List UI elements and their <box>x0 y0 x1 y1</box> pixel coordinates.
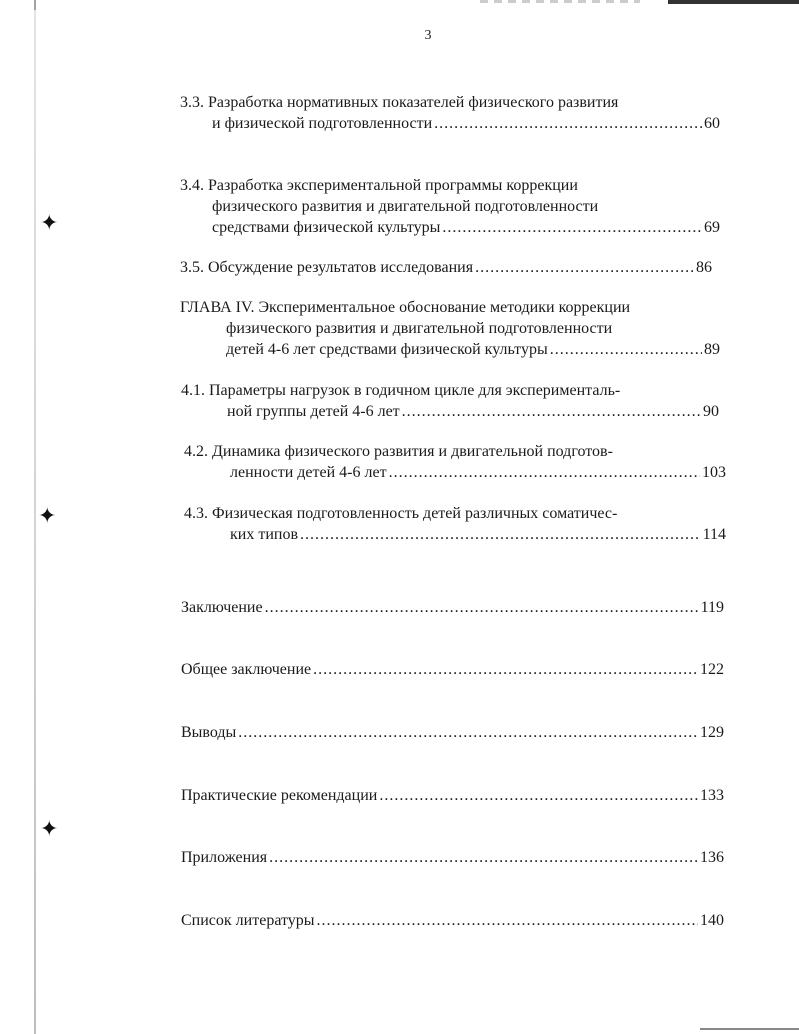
toc-entry[interactable] <box>180 257 712 278</box>
dot-leader <box>434 113 702 134</box>
toc-entry-line: 3.3. Разработка нормативных показателей физического развития <box>180 94 619 111</box>
dot-leader <box>389 462 700 483</box>
toc-entry-title: детей 4-6 лет средствами физической культуры <box>226 341 548 358</box>
toc-entry[interactable] <box>181 722 724 743</box>
dot-leader <box>313 659 698 680</box>
dot-leader <box>379 785 698 806</box>
scan-top-line <box>668 0 799 4</box>
punch-hole-mark: ✦ <box>40 816 59 841</box>
toc-page-number: 90 <box>703 403 719 420</box>
toc-entry-line: 4.2. Динамика физического развития и двигательной подготов- <box>184 443 613 460</box>
toc-entry-line: 3.4. Разработка экспериментальной программы коррекции <box>180 177 578 194</box>
toc-entry[interactable] <box>181 380 719 422</box>
toc-page-number: 114 <box>702 526 726 543</box>
toc-entry-title: Приложения <box>181 849 268 866</box>
toc-page-number: 133 <box>700 787 724 804</box>
dot-leader <box>300 524 701 545</box>
toc-entry-line: физического развития и двигательной подготовленности <box>226 320 613 337</box>
toc-entry[interactable] <box>181 910 724 931</box>
toc-entry-title: Список литературы <box>181 912 315 929</box>
toc-page-number: 103 <box>702 464 726 481</box>
toc-entry[interactable] <box>181 597 724 618</box>
toc-entry[interactable] <box>184 441 726 483</box>
dot-leader <box>238 722 698 743</box>
toc-entry[interactable] <box>181 847 724 868</box>
toc-page-number: 89 <box>704 341 720 358</box>
toc-page-number: 69 <box>704 219 720 236</box>
dot-leader <box>475 257 694 278</box>
toc-entry-title: средствами физической культуры <box>212 219 441 236</box>
dot-leader <box>265 597 699 618</box>
toc-entry-line: ГЛАВА IV. Экспериментальное обоснование методики коррекции <box>180 299 631 316</box>
dot-leader <box>269 847 698 868</box>
toc-entry[interactable] <box>181 785 724 806</box>
toc-entry-line: физического развития и двигательной подготовленности <box>212 198 599 215</box>
toc-entry-title: 3.5. Обсуждение результатов исследования <box>180 259 474 276</box>
punch-hole-mark: ✦ <box>40 210 59 235</box>
toc-entry-title: ких типов <box>230 526 299 543</box>
toc-entry[interactable] <box>180 175 720 238</box>
toc-entry-title: ной группы детей 4-6 лет <box>227 403 400 420</box>
toc-entry-title: ленности детей 4-6 лет <box>230 464 387 481</box>
punch-hole-mark: ✦ <box>38 503 57 528</box>
toc-entry-title: Общее заключение <box>181 661 312 678</box>
page-number: 3 <box>424 28 432 43</box>
toc-entry-title: Заключение <box>181 599 263 616</box>
toc-entry-line: 4.3. Физическая подготовленность детей различных соматичес- <box>184 505 618 522</box>
toc-entry[interactable] <box>180 297 720 360</box>
toc-entry[interactable] <box>180 92 720 134</box>
toc-page-number: 60 <box>704 115 720 132</box>
scan-bottom-line <box>700 1028 799 1030</box>
toc-page-number: 122 <box>700 661 724 678</box>
toc-page-number: 140 <box>700 912 724 929</box>
toc-page-number: 136 <box>700 849 724 866</box>
toc-entry[interactable] <box>184 503 726 545</box>
toc-entry-title: Выводы <box>181 724 237 741</box>
toc-entry-title: Практические рекомендации <box>181 787 378 804</box>
dot-leader <box>402 401 701 422</box>
toc-entry-title: и физической подготовленности <box>212 115 433 132</box>
toc-page-number: 86 <box>696 259 712 276</box>
dot-leader <box>442 217 702 238</box>
toc-entry[interactable] <box>181 659 724 680</box>
dot-leader <box>317 910 698 931</box>
scan-edge-line <box>34 0 36 1034</box>
toc-page-number: 119 <box>700 599 724 616</box>
toc-entry-line: 4.1. Параметры нагрузок в годичном цикле для эксперименталь- <box>181 382 621 399</box>
dot-leader <box>550 339 702 360</box>
scan-top-dashes <box>480 0 640 3</box>
toc-page-number: 129 <box>700 724 724 741</box>
